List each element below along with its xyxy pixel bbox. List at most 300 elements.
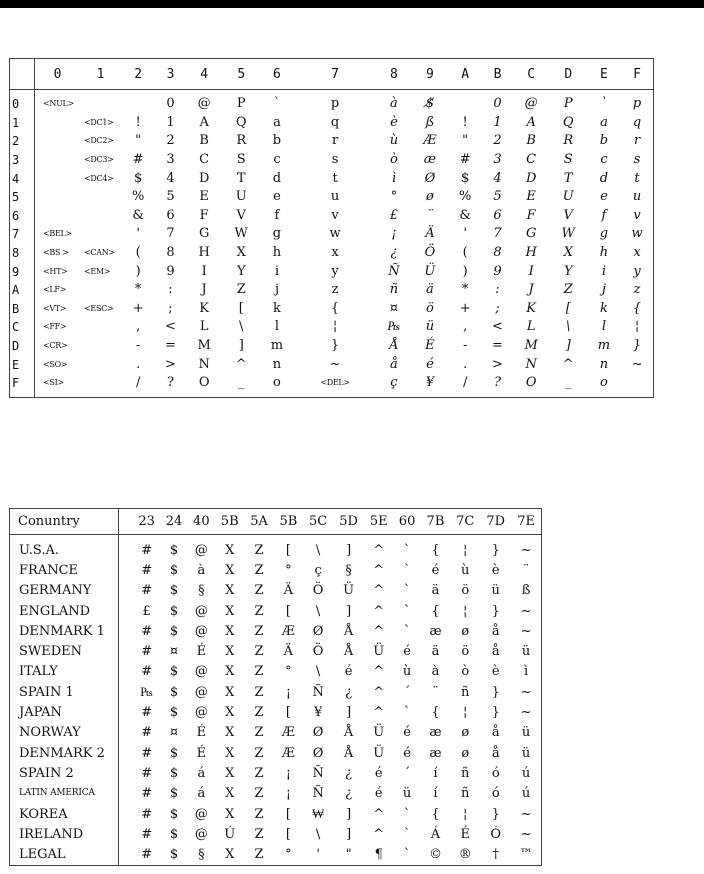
code-header: 7E <box>511 509 541 535</box>
code-header: 24 <box>160 509 187 535</box>
char-cell: P <box>563 96 573 112</box>
country-name: SWEDEN <box>10 641 119 661</box>
char-cell: u <box>330 189 340 205</box>
char-cell: / <box>135 375 141 391</box>
char-cell: [ <box>285 705 291 721</box>
char-cell: @ <box>194 826 208 842</box>
char-cell: v <box>331 207 339 223</box>
char-cell: X <box>225 644 235 660</box>
char-cell: O <box>198 375 210 391</box>
char-cell: ? <box>167 375 174 391</box>
char-cell: ¨ <box>426 207 434 223</box>
character-table-body <box>10 90 654 398</box>
column-header: 9 <box>412 59 448 90</box>
char-cell: 2 <box>493 133 502 149</box>
header-spacer <box>119 509 134 535</box>
char-cell: # <box>141 664 153 680</box>
char-cell: ¦ <box>463 603 468 619</box>
char-cell: \ <box>239 319 244 335</box>
table-row <box>10 784 542 804</box>
row-header: 8 <box>10 244 35 263</box>
char-cell: $ <box>169 542 179 558</box>
char-cell: I <box>528 263 534 279</box>
char-cell: m <box>270 338 284 354</box>
char-cell: # <box>141 765 153 781</box>
char-cell: o <box>600 375 608 391</box>
table-row <box>10 207 654 226</box>
char-cell: å <box>491 745 500 761</box>
column-header: E <box>587 59 621 90</box>
row-header: 3 <box>10 151 35 170</box>
char-cell: _ <box>564 375 572 391</box>
char-cell: q <box>632 114 642 130</box>
char-cell: ä <box>426 282 434 298</box>
char-cell: @ <box>194 603 208 619</box>
char-cell: <CR> <box>43 341 68 351</box>
char-cell: < <box>165 319 176 335</box>
char-cell: Ü <box>424 263 436 279</box>
char-cell: # <box>141 786 153 802</box>
char-cell: B <box>526 133 536 149</box>
table-row <box>10 743 542 763</box>
table-row <box>10 641 542 661</box>
char-cell: ` <box>273 96 281 112</box>
char-cell: Z <box>254 826 264 842</box>
char-cell: # <box>141 705 153 721</box>
char-cell <box>80 355 121 374</box>
char-cell: X <box>225 562 235 578</box>
country-name: LEGAL <box>10 844 119 865</box>
char-cell: T <box>563 170 573 186</box>
char-cell: 1 <box>166 114 175 130</box>
char-cell <box>35 114 81 133</box>
row-header: C <box>10 318 35 337</box>
code-header: 60 <box>393 509 420 535</box>
country-header-label: Conuntry <box>10 509 119 535</box>
table-row <box>10 262 654 281</box>
char-cell: ° <box>285 847 292 863</box>
char-cell: H <box>198 245 210 261</box>
char-cell: ' <box>463 226 467 242</box>
table-row <box>10 844 542 865</box>
char-cell: í <box>433 765 438 781</box>
char-cell: ] <box>238 338 244 354</box>
char-cell: ú <box>521 786 531 802</box>
char-cell: " <box>135 133 142 149</box>
char-cell: [ <box>565 300 571 316</box>
char-cell: g <box>272 226 282 242</box>
char-cell: X <box>563 245 573 261</box>
char-cell: ¦ <box>463 542 468 558</box>
char-cell: ñ <box>461 765 470 781</box>
char-cell: ä <box>431 644 440 660</box>
table-row <box>10 723 542 743</box>
row-header: A <box>10 281 35 300</box>
char-cell: ^ <box>373 684 385 700</box>
char-cell: å <box>390 356 398 372</box>
char-cell: Ü <box>373 745 385 761</box>
char-cell: C <box>526 152 537 168</box>
char-cell: X <box>225 705 235 721</box>
country-name: ITALY <box>10 662 119 682</box>
code-header: 5B <box>215 509 244 535</box>
char-cell: Z <box>236 282 246 298</box>
char-cell: § <box>198 583 205 599</box>
char-cell: <SO> <box>43 359 68 369</box>
char-cell: ? <box>494 375 501 391</box>
table-row <box>10 337 654 356</box>
char-cell <box>80 207 121 226</box>
char-cell: <BS > <box>43 248 69 258</box>
char-cell: % <box>131 189 145 205</box>
char-cell: \ <box>566 319 571 335</box>
char-cell: 7 <box>493 226 502 242</box>
country-table-header <box>10 509 542 535</box>
char-cell: á <box>197 786 206 802</box>
char-cell: ú <box>521 765 531 781</box>
row-spacer <box>119 535 134 561</box>
char-cell: X <box>225 603 235 619</box>
char-cell: æ <box>429 623 442 639</box>
char-cell: ^ <box>373 664 385 680</box>
table-row <box>10 318 654 337</box>
char-cell: 4 <box>493 170 502 186</box>
char-cell: f <box>274 207 280 223</box>
table-row <box>10 581 542 601</box>
char-cell: D <box>525 170 537 186</box>
char-cell: @ <box>194 705 208 721</box>
char-cell: 4 <box>166 170 175 186</box>
row-spacer <box>119 763 134 783</box>
char-cell: [ <box>285 603 291 619</box>
char-cell: <SI> <box>43 378 64 388</box>
row-header: 2 <box>10 132 35 151</box>
char-cell: ° <box>285 562 292 578</box>
column-header: 7 <box>294 59 376 90</box>
char-cell: ø <box>461 745 470 761</box>
row-spacer <box>119 784 134 804</box>
column-header: 3 <box>155 59 185 90</box>
column-header: C <box>513 59 550 90</box>
char-cell: } <box>491 705 500 721</box>
char-cell: ! <box>462 114 468 130</box>
char-cell: \ <box>315 664 321 680</box>
char-cell: Z <box>254 705 264 721</box>
char-cell: ñ <box>461 684 470 700</box>
char-cell: 2 <box>166 133 175 149</box>
char-cell: j <box>274 282 279 298</box>
country-name: NORWAY <box>10 723 119 743</box>
code-header: 5E <box>364 509 393 535</box>
char-cell: U <box>235 189 247 205</box>
char-cell: ° <box>285 664 292 680</box>
char-cell: è <box>491 562 500 578</box>
row-spacer <box>119 682 134 702</box>
char-cell: ø <box>461 623 470 639</box>
char-cell: Æ <box>423 133 437 149</box>
char-cell: r <box>633 133 641 149</box>
char-cell: [ <box>285 826 291 842</box>
row-spacer <box>119 641 134 661</box>
char-cell: G <box>525 226 537 242</box>
char-cell: k <box>273 300 281 316</box>
char-cell: j <box>601 282 606 298</box>
char-cell: y <box>331 263 339 279</box>
char-cell: @ <box>197 96 211 112</box>
char-cell: w <box>329 226 341 242</box>
char-cell: Z <box>254 664 264 680</box>
char-cell: Ñ <box>312 684 324 700</box>
table-row <box>10 355 654 374</box>
char-cell: Å <box>343 725 354 741</box>
country-name: DENMARK 1 <box>10 621 119 641</box>
char-cell <box>35 188 81 207</box>
char-cell: # <box>141 644 153 660</box>
char-cell: $ <box>169 562 179 578</box>
char-cell: A <box>199 114 209 130</box>
char-cell: Z <box>254 583 264 599</box>
char-cell: X <box>225 765 235 781</box>
char-cell: ù <box>461 562 470 578</box>
char-cell: ü <box>521 745 531 761</box>
char-cell: ~ <box>520 684 532 700</box>
char-cell: £ <box>389 207 399 223</box>
char-cell: 9 <box>493 263 502 279</box>
char-cell: é <box>403 745 411 761</box>
char-cell: ¿ <box>345 684 353 700</box>
char-cell: & <box>132 207 144 223</box>
char-cell: P <box>236 96 246 112</box>
char-cell: ^ <box>373 542 385 558</box>
char-cell: ¿ <box>345 786 353 802</box>
char-cell: = <box>492 338 503 354</box>
char-cell: ö <box>461 583 470 599</box>
char-cell: [ <box>285 806 291 822</box>
row-spacer <box>119 844 134 865</box>
char-cell: # <box>141 623 153 639</box>
char-cell: ä <box>431 583 440 599</box>
code-header: 5B <box>274 509 303 535</box>
char-cell: § <box>345 562 352 578</box>
char-cell: Y <box>563 263 573 279</box>
char-cell: X <box>236 245 246 261</box>
char-cell: ¨ <box>522 562 530 578</box>
char-cell: # <box>141 826 153 842</box>
table-row <box>10 90 654 114</box>
table-row <box>10 621 542 641</box>
char-cell: # <box>141 583 153 599</box>
char-cell: ` <box>403 705 411 721</box>
row-spacer <box>119 702 134 722</box>
char-cell: é <box>426 356 434 372</box>
char-cell: ¡ <box>285 786 291 802</box>
char-cell: ` <box>403 562 411 578</box>
char-cell: M <box>524 338 538 354</box>
row-spacer <box>119 723 134 743</box>
char-cell: ^ <box>235 356 247 372</box>
char-cell: L <box>199 319 209 335</box>
char-cell: z <box>331 282 339 298</box>
char-cell: Ú <box>224 826 236 842</box>
char-cell: b <box>599 133 609 149</box>
char-cell: Ö <box>424 245 436 261</box>
char-cell: <CAN> <box>84 248 115 258</box>
char-cell: h <box>272 245 282 261</box>
char-cell: ~ <box>520 623 532 639</box>
char-cell: Z <box>254 786 264 802</box>
char-cell: V <box>563 207 573 223</box>
char-cell: <DEL> <box>320 378 350 388</box>
country-character-table <box>9 508 542 866</box>
char-cell: ] <box>346 603 352 619</box>
char-cell: Z <box>254 562 264 578</box>
char-cell: k <box>600 300 608 316</box>
char-cell: T <box>236 170 246 186</box>
char-cell: ' <box>136 226 140 242</box>
char-cell: 3 <box>166 152 175 168</box>
char-cell: ` <box>403 603 411 619</box>
char-cell: ø <box>426 189 434 205</box>
char-cell: à <box>197 562 206 578</box>
code-header: 5C <box>303 509 333 535</box>
char-cell: [ <box>285 542 291 558</box>
row-spacer <box>119 560 134 580</box>
char-cell: / <box>462 375 468 391</box>
char-cell: ; <box>495 300 500 316</box>
char-cell: ^ <box>373 583 385 599</box>
char-cell: D <box>198 170 210 186</box>
row-spacer <box>119 621 134 641</box>
char-cell: M <box>197 338 211 354</box>
char-cell: q <box>330 114 340 130</box>
char-cell: Ä <box>425 226 435 242</box>
char-cell: © <box>428 847 442 863</box>
char-cell: e <box>600 189 608 205</box>
char-cell: } <box>491 603 500 619</box>
char-cell: Z <box>254 542 264 558</box>
char-cell: # <box>141 806 153 822</box>
char-cell: @ <box>194 623 208 639</box>
char-cell: ü <box>402 786 412 802</box>
char-cell: % <box>458 189 472 205</box>
column-header: A <box>448 59 482 90</box>
column-header: 1 <box>80 59 121 90</box>
code-header: 7D <box>480 509 511 535</box>
corner-cell <box>10 59 35 90</box>
char-cell: ~ <box>520 806 532 822</box>
code-header: 7B <box>421 509 450 535</box>
row-header: 6 <box>10 207 35 226</box>
char-cell: é <box>374 786 383 802</box>
char-cell: <FF> <box>43 322 67 332</box>
char-cell: - <box>462 338 468 354</box>
char-cell: ì <box>391 170 397 186</box>
table-row <box>10 281 654 300</box>
char-cell: $ <box>169 806 179 822</box>
code-header: 5D <box>333 509 364 535</box>
char-cell: t <box>332 170 338 186</box>
code-header: 7C <box>450 509 480 535</box>
char-cell: ^ <box>562 356 574 372</box>
char-cell: l <box>274 319 280 335</box>
char-cell: Z <box>254 806 264 822</box>
char-cell: $ <box>169 847 179 863</box>
char-cell: ₩ <box>311 806 325 822</box>
char-cell: $ <box>169 603 179 619</box>
char-cell: { <box>431 806 440 822</box>
char-cell: t <box>634 170 640 186</box>
char-cell: f <box>601 207 607 223</box>
char-cell: # <box>141 725 153 741</box>
char-cell: a <box>600 114 608 130</box>
char-cell: <DC3> <box>84 155 114 165</box>
table-row <box>10 682 542 702</box>
column-header: 2 <box>121 59 155 90</box>
char-cell: m <box>597 338 611 354</box>
char-cell: † <box>492 847 499 863</box>
char-cell: F <box>199 207 209 223</box>
char-cell: ` <box>600 96 608 112</box>
char-cell: é <box>374 765 383 781</box>
char-cell: å <box>491 725 500 741</box>
char-cell: X <box>225 684 235 700</box>
char-cell: ó <box>491 765 500 781</box>
row-header: 4 <box>10 169 35 188</box>
table-row <box>10 702 542 722</box>
char-cell: $ <box>169 583 179 599</box>
char-cell <box>35 207 81 226</box>
char-cell: X <box>225 583 235 599</box>
char-cell: R <box>563 133 574 149</box>
char-cell: { <box>431 603 440 619</box>
char-cell: X <box>225 745 235 761</box>
char-cell: h <box>599 245 609 261</box>
char-cell: ~ <box>631 356 643 372</box>
char-cell: Å <box>343 644 354 660</box>
row-header: 5 <box>10 188 35 207</box>
char-cell: <ESC> <box>84 303 114 313</box>
table-row <box>10 601 542 621</box>
char-cell: ù <box>402 664 412 680</box>
char-cell: y <box>633 263 641 279</box>
char-cell: ü <box>521 644 531 660</box>
char-cell: à <box>390 96 398 112</box>
char-cell: $ <box>169 623 179 639</box>
char-cell: # <box>459 152 471 168</box>
char-cell: É <box>196 644 207 660</box>
char-cell: ^ <box>373 826 385 842</box>
char-cell: w <box>631 226 643 242</box>
char-cell: z <box>633 282 641 298</box>
char-cell: p <box>330 96 340 112</box>
char-cell: { <box>632 300 642 316</box>
char-cell: ~ <box>520 826 532 842</box>
table-row <box>10 763 542 783</box>
char-cell: ç <box>390 375 398 391</box>
char-cell: n <box>599 356 609 372</box>
char-cell: ` <box>403 826 411 842</box>
char-cell <box>35 132 81 151</box>
char-cell: a <box>273 114 281 130</box>
char-cell: d <box>599 170 609 186</box>
char-cell: d <box>272 170 282 186</box>
char-cell: è <box>491 664 500 680</box>
char-cell: ñ <box>389 282 399 298</box>
char-cell: < <box>492 319 503 335</box>
char-cell: Ø <box>312 725 324 741</box>
char-cell: ( <box>462 245 468 261</box>
char-cell: é <box>344 664 353 680</box>
